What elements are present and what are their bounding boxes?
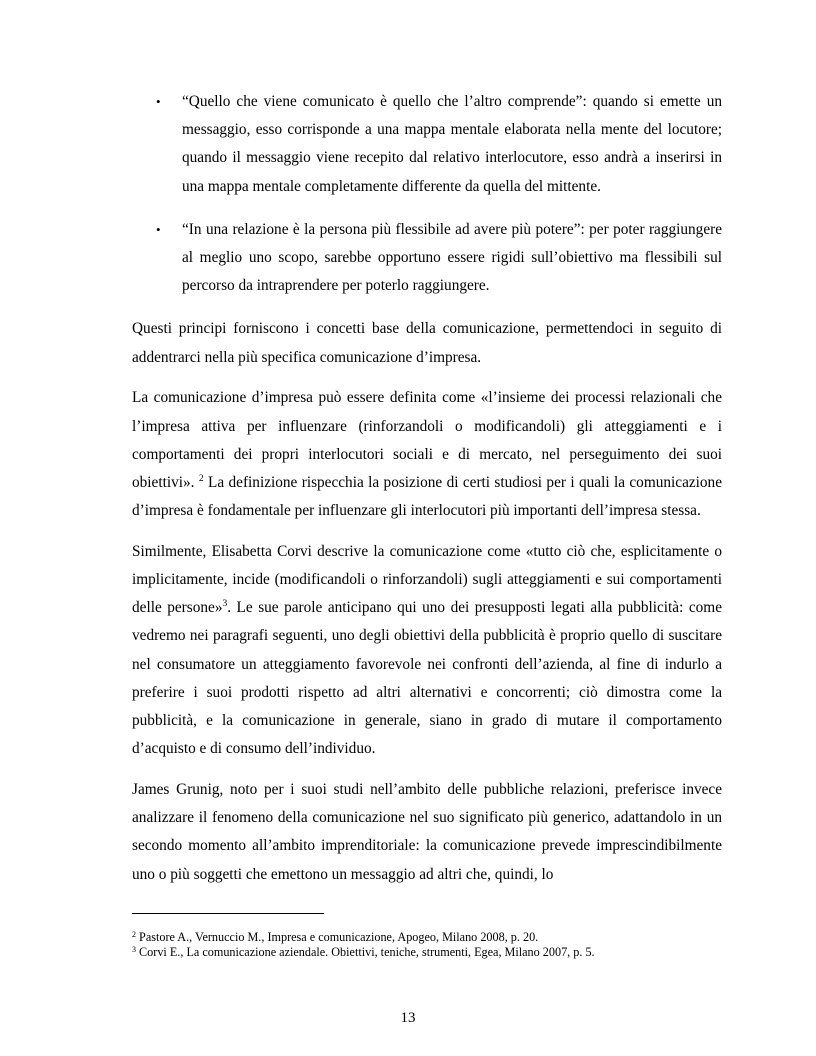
bullet-text: “Quello che viene comunicato è quello che l’altro comprende”: quando si emette un messaggio, esso corrisponde a una mappa mentale elaborata nella mente del locutore; quando il messaggio viene recepito dal relativo interlocutore, esso andrà a inserirsi in una mappa mentale completamente differente da quella del mittente.: [182, 93, 722, 195]
paragraph-corvi: [132, 538, 722, 764]
list-item: [132, 88, 722, 201]
bullet-list: [132, 88, 722, 300]
paragraph-text: . Le sue parole anticipano qui uno dei presupposti legati alla pubblicità: come vedremo nei paragrafi seguenti, uno degli obiettivi della pubblicità è proprio quello di suscitare nel consumatore un atteggiamento favorevole nei confronti dell’azienda, al fine di indurlo a preferire i suoi prodotti rispetto ad altri alternativi e concorrenti; ciò dimostra come la pubblicità, e la comunicazione in generale, siano in grado di mutare il comportamento d’acquisto e di consumo dell’individuo.: [132, 599, 722, 758]
paragraph-text: Similmente, Elisabetta Corvi descrive la comunicazione come «tutto ciò che, esplicitamente o implicitamente, incide (modificandoli o rinforzandoli) sugli atteggiamenti e sui comportamenti delle persone»: [132, 542, 722, 617]
paragraph-text: La comunicazione d’impresa può essere definita come «l’insieme dei processi relazionali che l’impresa attiva per influenzare (rinforzandoli o modificandoli) gli atteggiamenti e i comportamenti dei propri interlocutori sociali e di mercato, nel perseguimento dei suoi obiettivi».: [132, 389, 722, 491]
footnote-text: Corvi E., La comunicazione aziendale. Obiettivi, teniche, strumenti, Egea, Milano 2007, p. 5.: [136, 944, 595, 959]
footnote-text: Pastore A., Vernuccio M., Impresa e comunicazione, Apogeo, Milano 2008, p. 20.: [136, 930, 539, 944]
bullet-icon: •: [156, 221, 161, 237]
body-text: [132, 88, 722, 901]
bullet-icon: •: [156, 94, 161, 109]
paragraph-grunig: [132, 776, 722, 889]
footnote-ref: 2: [198, 473, 204, 484]
footnote-divider: [132, 913, 324, 914]
footnote: [132, 945, 732, 960]
paragraph-text: James Grunig, noto per i suoi studi nell’ambito delle pubbliche relazioni, preferisce invece analizzare il fenomeno della comunicazione nel suo significato più generico, adattandolo in un secondo momento all’ambito imprenditoriale: la comunicazione prevede imprescindibilmente uno o più soggetti che emettono un messaggio ad altri che, quindi, lo: [132, 780, 722, 883]
paragraph-text: La definizione rispecchia la posizione di certi studiosi per i quali la comunicazione d’impresa è fondamentale per influenzare gli interlocutori più importanti dell’impresa stessa.: [132, 473, 722, 520]
bullet-text: “In una relazione è la persona più flessibile ad avere più potere”: per poter raggiungere al meglio uno scopo, sarebbe opportuno essere rigidi sull’obiettivo ma flessibili sul percorso da intraprendere per poterlo raggiungere.: [182, 220, 722, 295]
footnotes: [132, 930, 732, 959]
footnote-number: 2: [132, 930, 136, 939]
page-number: 13: [400, 1010, 416, 1026]
footnote: [132, 930, 732, 945]
footnote-number: 3: [132, 944, 136, 954]
footnote-ref: 3: [222, 599, 228, 610]
paragraph-text: Questi principi forniscono i concetti base della comunicazione, permettendoci in seguito di addentrarci nella più specifica comunicazione d’impresa.: [132, 320, 722, 366]
paragraph-business-communication: [132, 384, 722, 525]
paragraph-principles: [132, 315, 722, 371]
list-item: [132, 216, 722, 301]
